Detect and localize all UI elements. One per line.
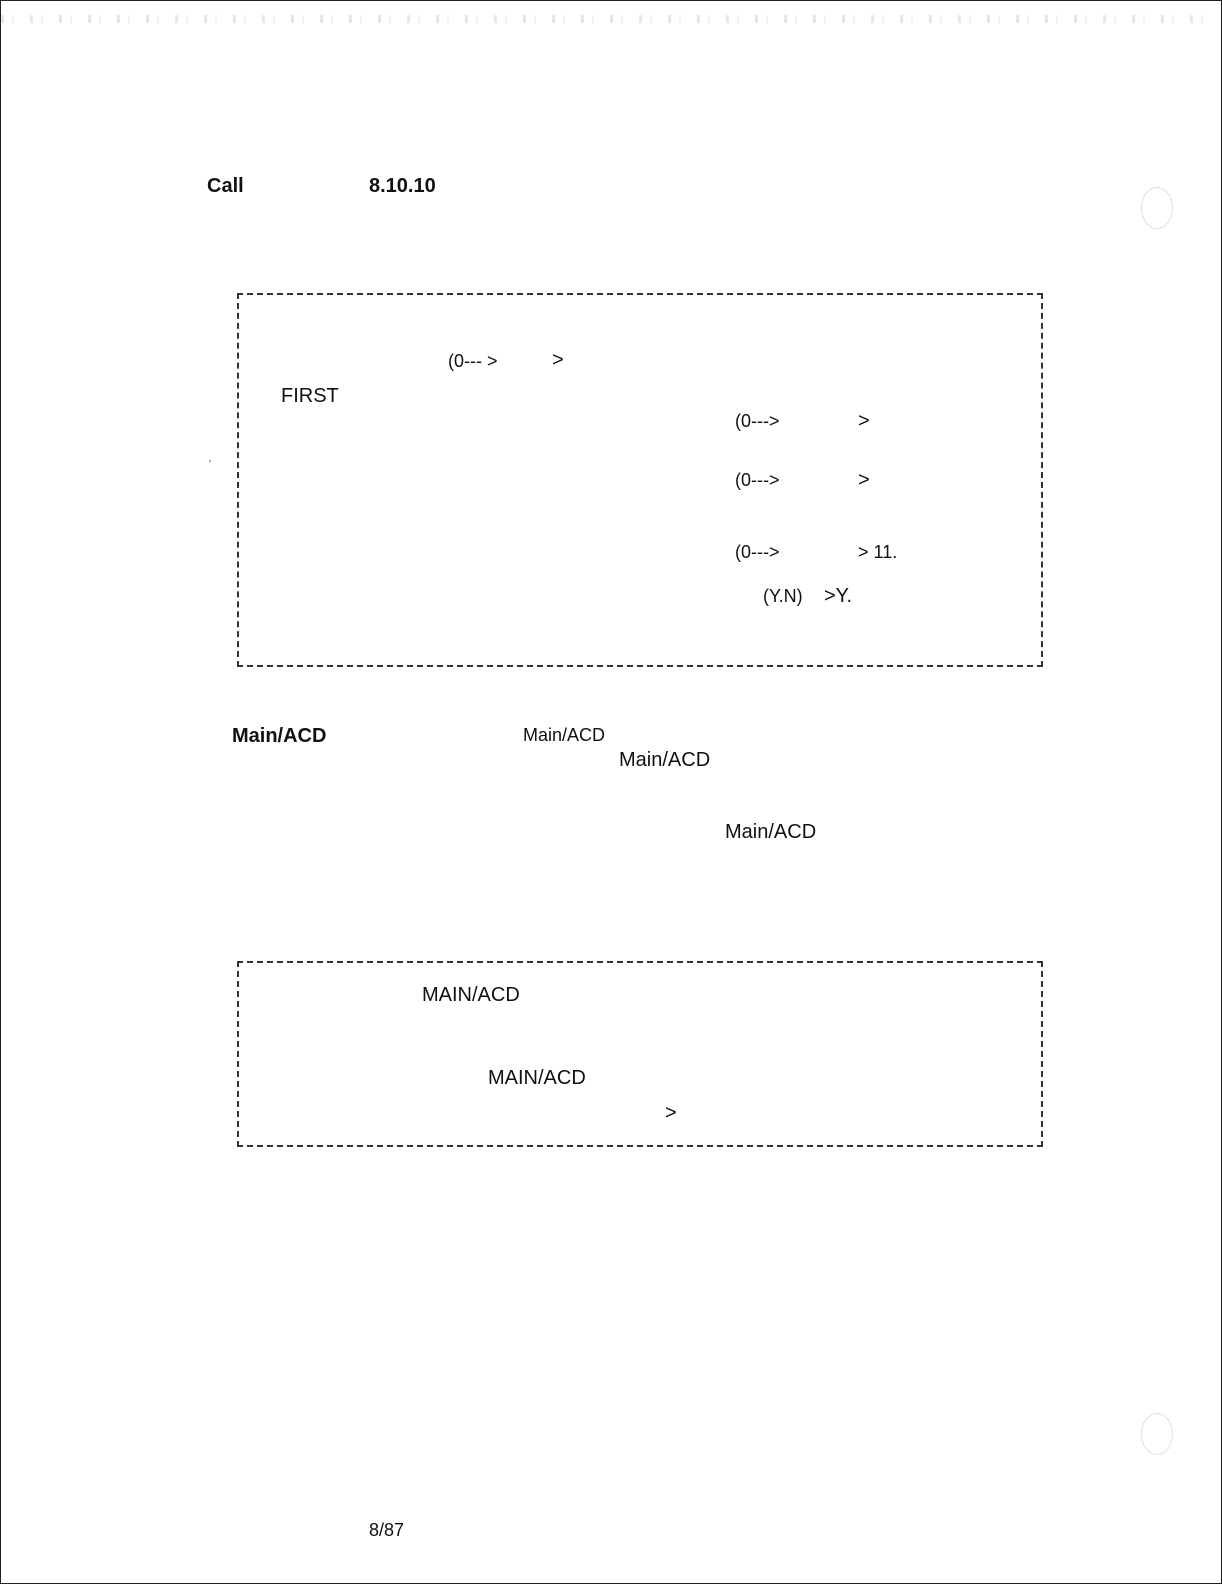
- body-term-main-acd-4: Main/ACD: [725, 821, 817, 843]
- screen2-line1: MAIN/ACD: [422, 984, 520, 1006]
- body-term-main-acd-3: Main/ACD: [619, 749, 711, 771]
- stray-mark: ′: [209, 459, 211, 470]
- scan-noise-strip: [1, 15, 1211, 23]
- screen1-row3-prompt: (0--->: [735, 470, 780, 490]
- screen1-row2-prompt: (0--->: [735, 411, 780, 431]
- scan-smudge-top: [1141, 187, 1173, 229]
- header-label: Call: [207, 175, 244, 197]
- screen1-row2-cursor: >: [858, 410, 870, 432]
- section-number: 8.10.10: [369, 175, 436, 197]
- screen1-first-label: FIRST: [281, 385, 339, 407]
- footer-date: 8/87: [369, 1520, 405, 1540]
- screen1-row1-cursor: >: [552, 349, 564, 371]
- scan-smudge-bottom: [1141, 1413, 1173, 1455]
- body-term-main-acd-2: Main/ACD: [523, 725, 606, 745]
- screen1-row1-prompt: (0--- >: [448, 351, 498, 371]
- screen1-row4-prompt: (0--->: [735, 542, 780, 562]
- terminal-screen-2: [237, 961, 1043, 1147]
- terminal-screen-1: [237, 293, 1043, 667]
- screen2-cursor: >: [665, 1102, 677, 1124]
- screen1-row5-value: >Y.: [824, 585, 852, 607]
- body-term-main-acd-bold: Main/ACD: [232, 725, 327, 747]
- screen1-row4-value: > 11.: [858, 542, 898, 562]
- screen2-line2: MAIN/ACD: [488, 1067, 586, 1089]
- screen1-row5-prompt: (Y.N): [763, 586, 803, 606]
- screen1-row3-cursor: >: [858, 469, 870, 491]
